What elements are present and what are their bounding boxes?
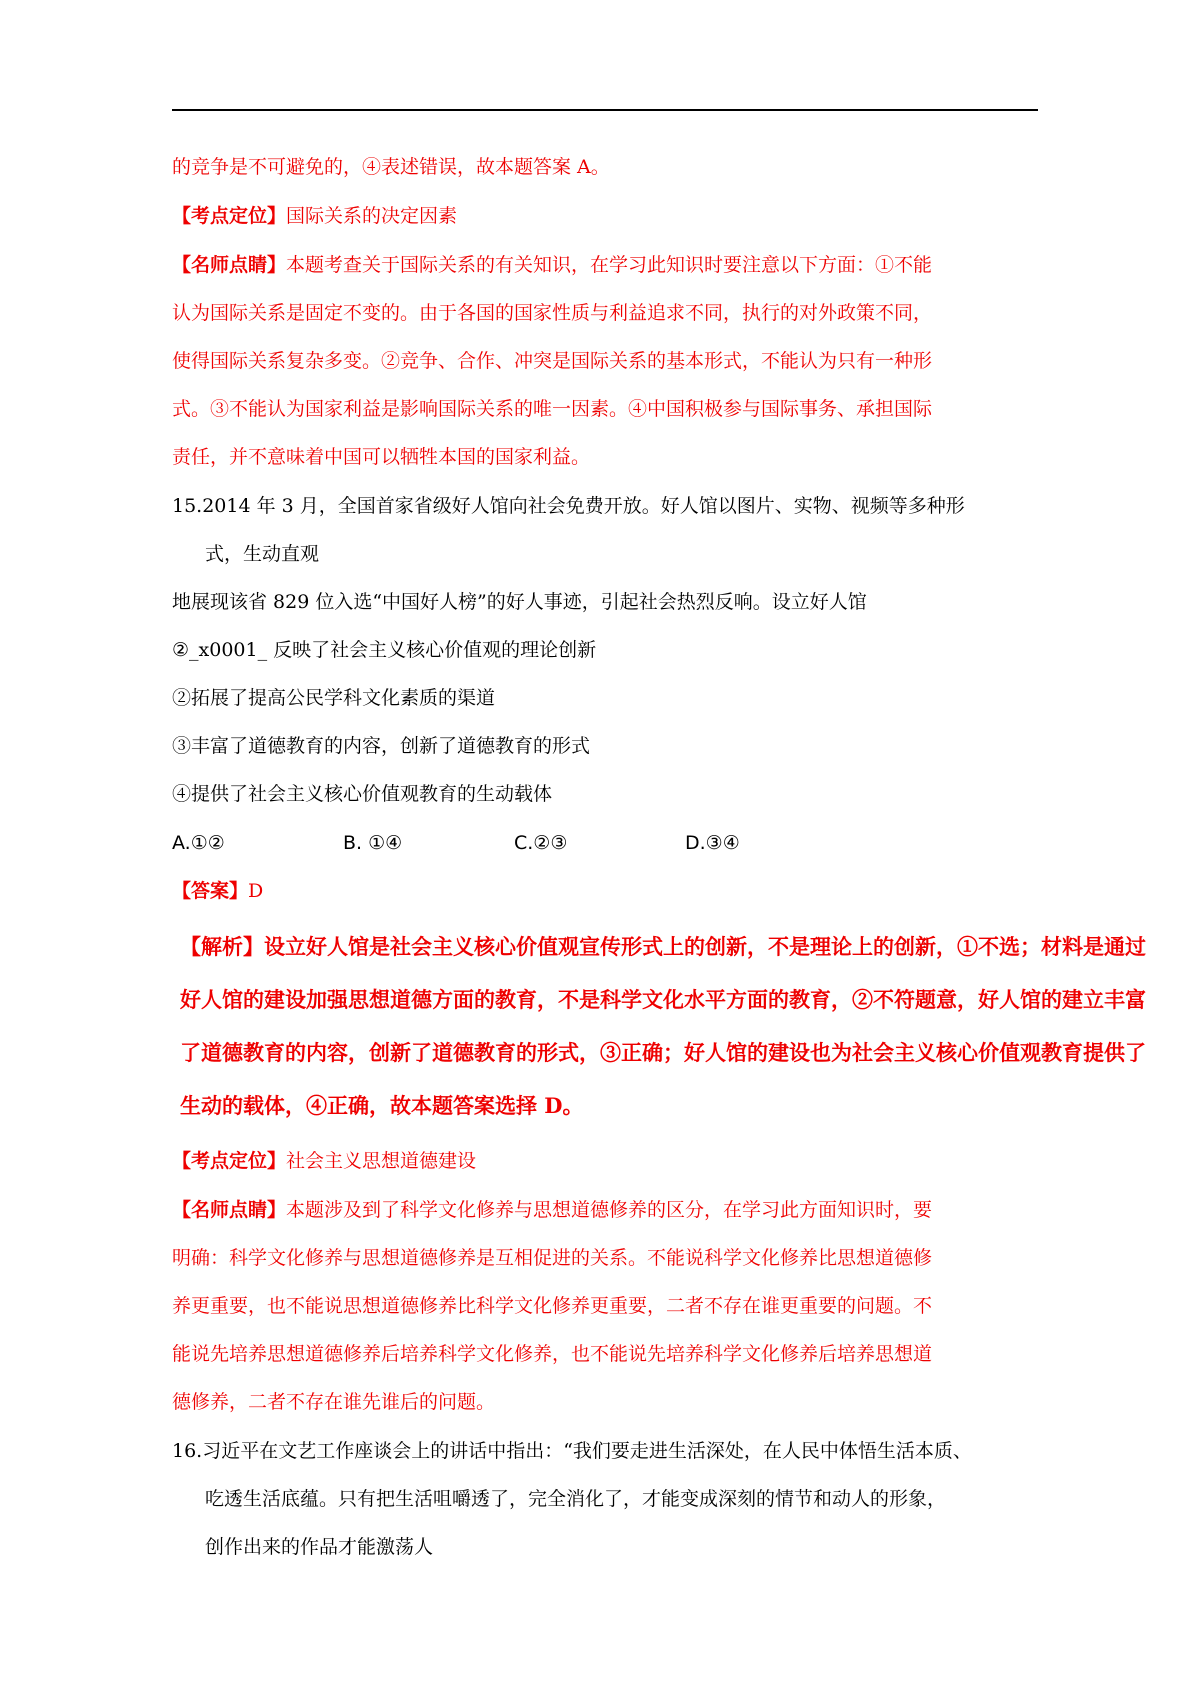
q15-mingshi-line-3: 养更重要，也不能说思想道德修养比科学文化修养更重要，二者不存在谁更重要的问题。不: [172, 1295, 933, 1317]
q15-option-c: C.②③: [514, 832, 568, 854]
header-rule: [172, 109, 1038, 111]
q14-mingshi-line-2: 认为国际关系是固定不变的。由于各国的国家性质与利益追求不同，执行的对外政策不同，: [172, 302, 933, 324]
q15-option-d: D.③④: [685, 832, 740, 854]
q15-mingshi-line-4: 能说先培养思想道德修养后培养科学文化修养，也不能说先培养科学文化修养后培养思想道: [172, 1343, 933, 1365]
q15-answer-value: D: [248, 880, 264, 902]
q15-stem-line-1: 15.2014 年 3 月，全国首家省级好人馆向社会免费开放。好人馆以图片、实物、视频等多种形: [172, 495, 965, 517]
q15-answer-label: 【答案】: [172, 880, 249, 902]
q16-stem-line-2: 吃透生活底蕴。只有把生活咀嚼透了，完全消化了，才能变成深刻的情节和动人的形象，: [205, 1488, 947, 1510]
q16-stem-line-3: 创作出来的作品才能激荡人: [205, 1536, 434, 1558]
q15-mingshi-line-2: 明确：科学文化修养与思想道德修养是互相促进的关系。不能说科学文化修养比思想道德修: [172, 1247, 933, 1269]
q15-statement-3: ③丰富了道德教育的内容，创新了道德教育的形式: [172, 735, 591, 757]
q16-stem-line-1: 16.习近平在文艺工作座谈会上的讲话中指出：“我们要走进生活深处，在人民中体悟生活本质、: [172, 1440, 972, 1462]
q15-kaodian-label: 【考点定位】: [172, 1150, 287, 1172]
q15-jiexi-line-2: 好人馆的建设加强思想道德方面的教育，不是科学文化水平方面的教育，②不符题意，好人馆的建立丰富: [180, 987, 1146, 1012]
q15-kaodian: [172, 1148, 476, 1174]
q14-analysis-tail: 的竞争是不可避免的，④表述错误，故本题答案 A。: [172, 156, 610, 178]
q14-mingshi-line-5: 责任，并不意味着中国可以牺牲本国的国家利益。: [172, 446, 591, 468]
q15-jiexi-line-1: 【解析】设立好人馆是社会主义核心价值观宣传形式上的创新，不是理论上的创新，①不选；材料是通过: [180, 934, 1146, 959]
q15-statement-4: ④提供了社会主义核心价值观教育的生动载体: [172, 783, 553, 805]
q15-mingshi-line-1: 【名师点睛】本题涉及到了科学文化修养与思想道德修养的区分，在学习此方面知识时，要: [172, 1199, 933, 1221]
q14-kaodian: [172, 203, 457, 229]
q14-kaodian-text: 国际关系的决定因素: [286, 205, 458, 227]
q15-stem-line-2: 式，生动直观: [205, 543, 320, 565]
q14-kaodian-label: 【考点定位】: [172, 205, 287, 227]
q15-kaodian-text: 社会主义思想道德建设: [286, 1150, 477, 1172]
q15-statement-2: ②拓展了提高公民学科文化素质的渠道: [172, 687, 496, 709]
q14-mingshi-line-4: 式。③不能认为国家利益是影响国际关系的唯一因素。④中国积极参与国际事务、承担国际: [172, 398, 933, 420]
q15-jiexi-line-3: 了道德教育的内容，创新了道德教育的形式，③正确；好人馆的建设也为社会主义核心价值观教育提供了: [180, 1040, 1146, 1065]
q15-jiexi-line-4: 生动的载体，④正确，故本题答案选择 D。: [180, 1093, 584, 1118]
q15-option-b: B. ①④: [343, 832, 403, 854]
q15-statement-1: ②_x0001_ 反映了社会主义核心价值观的理论创新: [172, 639, 597, 661]
q14-mingshi-line-1: 【名师点睛】本题考查关于国际关系的有关知识，在学习此知识时要注意以下方面：①不能: [172, 254, 933, 276]
q14-mingshi-label: 【名师点睛】: [172, 254, 287, 276]
q15-mingshi-line-5: 德修养，二者不存在谁先谁后的问题。: [172, 1391, 496, 1413]
q15-stem-line-3: 地展现该省 829 位入选“中国好人榜”的好人事迹，引起社会热烈反响。设立好人馆: [172, 591, 867, 613]
q15-option-a: A.①②: [172, 832, 225, 854]
q15-answer: [172, 878, 263, 904]
q14-mingshi-line-3: 使得国际关系复杂多变。②竞争、合作、冲突是国际关系的基本形式，不能认为只有一种形: [172, 350, 933, 372]
q15-mingshi-label: 【名师点睛】: [172, 1199, 287, 1221]
q15-jiexi-label: 【解析】: [180, 934, 264, 959]
